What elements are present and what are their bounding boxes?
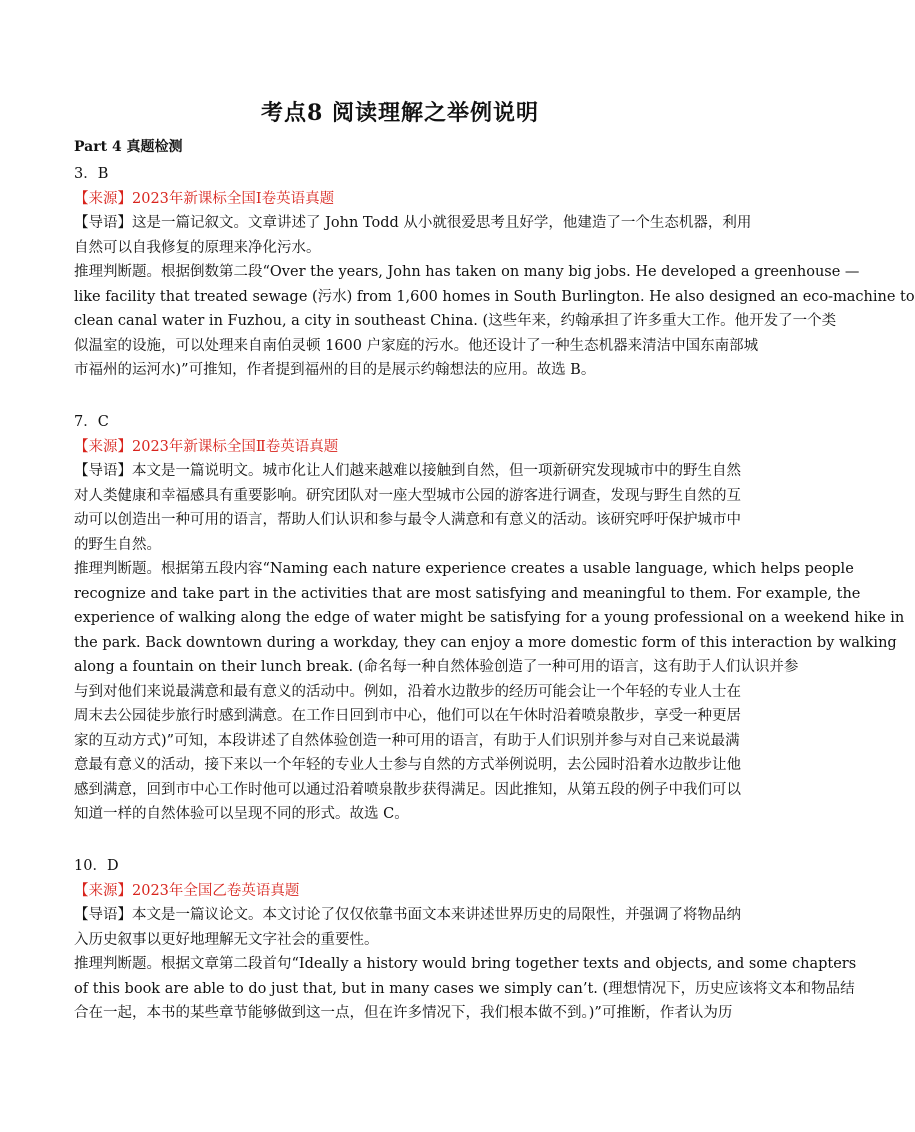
text-line: 对人类健康和幸福感具有重要影响。研究团队对一座大型城市公园的游客进行调查，发现与野生自然的互 [74,487,741,504]
text-line: 【导语】这是一篇记叙文。文章讲述了 John Todd 从小就很爱思考且好学，他建造了一个生态机器，利用 [74,215,752,231]
source-line: 【来源】2023年新课标全国Ⅰ卷英语真题 [74,190,335,207]
text-line: 【导语】本文是一篇说明文。城市化让人们越来越难以接触到自然，但一项新研究发现城市中的野生自然 [74,463,741,479]
text-line: 感到满意，回到市中心工作时他可以通过沿着喷泉散步获得满足。因此推知，从第五段的例子中我们可以 [74,781,741,798]
page-title: 考点8 阅读理解之举例说明 [261,100,539,126]
answer-label: 10．D [74,858,119,874]
text-line: 知道一样的自然体验可以呈现不同的形式。故选 C。 [74,806,409,822]
text-line: of this book are able to do just that, but in many cases we simply can’t. (理想情况下，历史应该将文本和物品结 [74,980,855,997]
text-line: 意最有意义的活动，接下来以一个年轻的专业人士参与自然的方式举例说明，去公园时沿着水边散步让他 [74,757,741,773]
source-line: 【来源】2023年全国乙卷英语真题 [74,882,300,899]
answer-label: 7．C [74,414,109,430]
text-line: 的野生自然。 [74,536,161,553]
text-line: 推理判断题。根据第五段内容“Naming each nature experience creates a usable language, which helps people [74,561,854,577]
text-line: along a fountain on their lunch break. (命名每一种自然体验创造了一种可用的语言，这有助于人们认识并参 [74,659,799,675]
text-line: recognize and take part in the activities that are most satisfying and meaningful to them. For example, the [74,585,861,602]
text-line: clean canal water in Fuzhou, a city in southeast China. (这些年来，约翰承担了许多重大工作。他开发了一个类 [74,313,837,329]
text-line: experience of walking along the edge of water might be satisfying for a young professional on a weekend hike in [74,610,905,626]
part-heading: Part 4 真题检测 [74,139,183,155]
question-block [74,410,905,827]
question-block [74,162,915,383]
source-line: 【来源】2023年新课标全国Ⅱ卷英语真题 [74,438,339,455]
text-line: the park. Back downtown during a workday, they can enjoy a more domestic form of this interaction by walking [74,634,897,651]
answer-label: 3．B [74,166,109,182]
text-line: 推理判断题。根据倒数第二段“Over the years, John has taken on many big jobs. He developed a greenhouse — [74,264,860,280]
text-line: 合在一起，本书的某些章节能够做到这一点，但在许多情况下，我们根本做不到。)”可推断，作者认为历 [74,1005,733,1021]
text-line: 家的互动方式)”可知，本段讲述了自然体验创造一种可用的语言，有助于人们识别并参与对自己来说最满 [74,732,740,749]
text-line: 周末去公园徒步旅行时感到满意。在工作日回到市中心，他们可以在午休时沿着喷泉散步，享受一种更居 [74,708,741,724]
text-line: 推理判断题。根据文章第二段首句“Ideally a history would bring together texts and objects, and some chapters [74,956,857,972]
text-line: 自然可以自我修复的原理来净化污水。 [74,239,321,256]
text-line: like facility that treated sewage (污水) from 1,600 homes in South Burlington. He also designed an eco-machine to [74,288,915,305]
text-line: 【导语】本文是一篇议论文。本文讨论了仅仅依靠书面文本来讲述世界历史的局限性，并强调了将物品纳 [74,907,741,923]
text-line: 与到对他们来说最满意和最有意义的活动中。例如，沿着水边散步的经历可能会让一个年轻的专业人士在 [74,683,741,700]
question-block [74,854,857,1026]
text-line: 市福州的运河水)”可推知，作者提到福州的目的是展示约翰想法的应用。故选 B。 [74,362,596,378]
text-line: 似温室的设施，可以处理来自南伯灵顿 1600 户家庭的污水。他还设计了一种生态机器来清洁中国东南部城 [74,337,759,354]
text-line: 入历史叙事以更好地理解无文字社会的重要性。 [74,931,379,948]
text-line: 动可以创造出一种可用的语言，帮助人们认识和参与最令人满意和有意义的活动。该研究呼吁保护城市中 [74,512,741,528]
